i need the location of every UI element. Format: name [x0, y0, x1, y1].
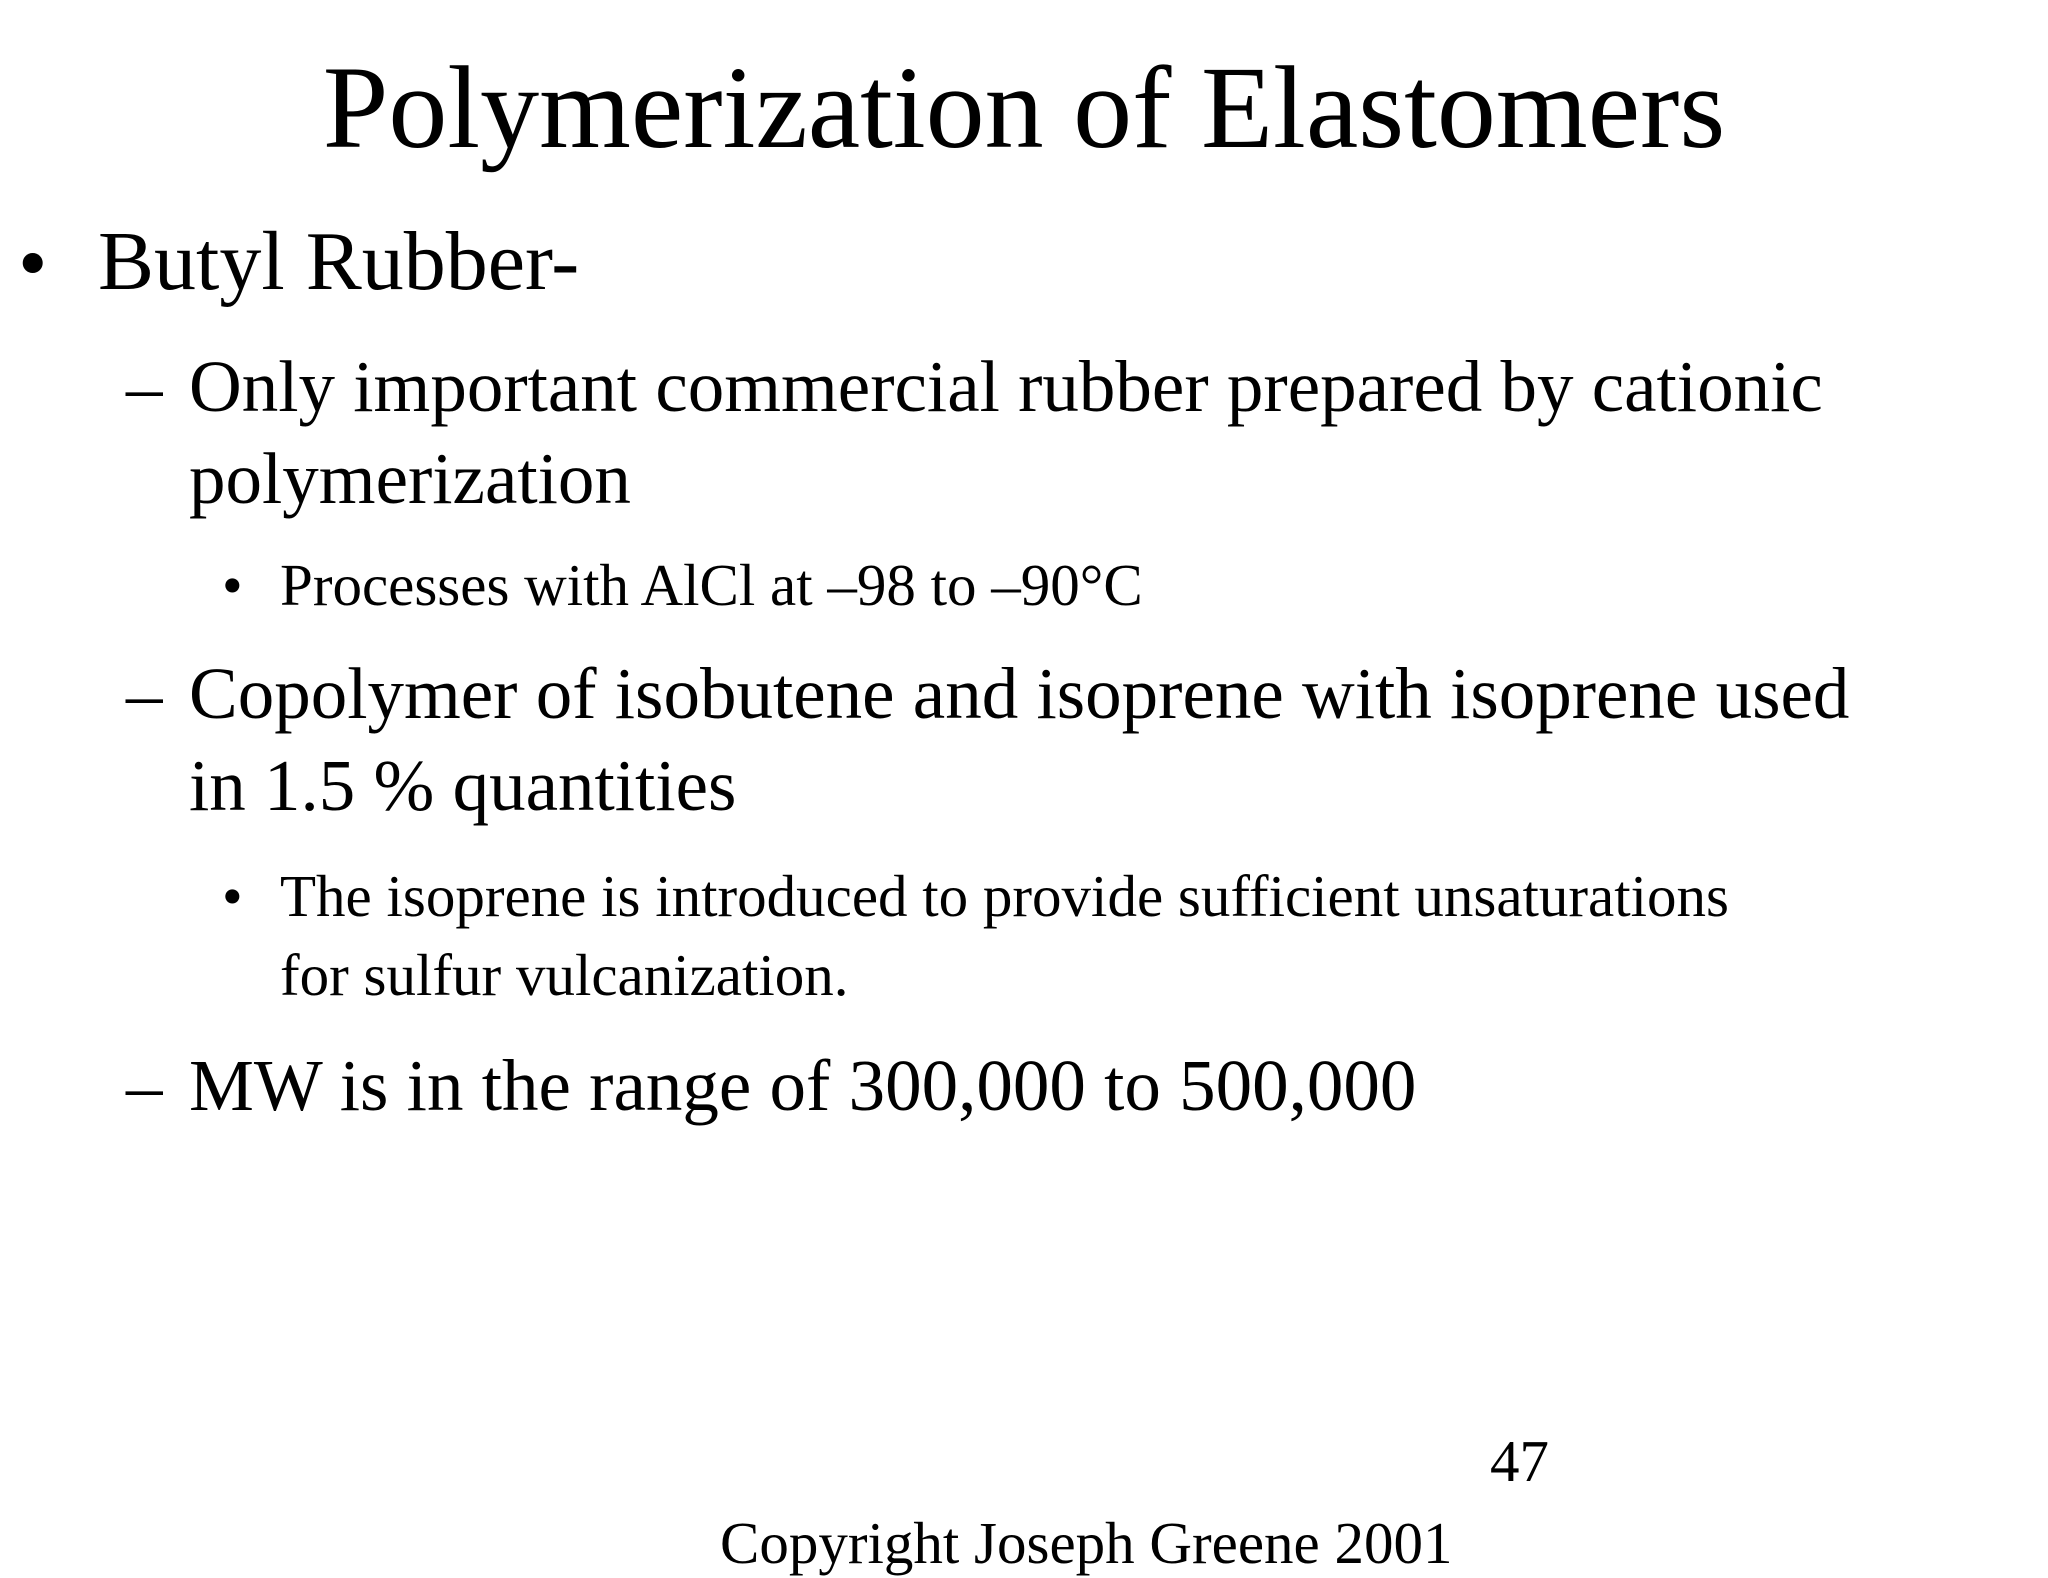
subitem-cationic-line-1: Only important commercial rubber prepared by cationic — [189, 346, 1823, 427]
page-number: 47 — [1490, 1428, 1549, 1494]
dash-marker: – — [126, 1045, 163, 1126]
subitem-copolymer-line-1: Copolymer of isobutene and isoprene with isoprene used — [189, 653, 1850, 734]
subsubitem-alcl-process: Processes with AlCl at –98 to –90°C — [280, 552, 1143, 618]
slide-title: Polymerization of Elastomers — [322, 42, 1726, 173]
subsubitem-isoprene-line-1: The isoprene is introduced to provide sufficient unsaturations — [280, 863, 1729, 929]
subitem-copolymer-line-2: in 1.5 % quantities — [189, 745, 737, 826]
dash-marker: – — [126, 653, 163, 734]
bullet-marker: • — [222, 552, 243, 618]
subitem-mw-range: MW is in the range of 300,000 to 500,000 — [189, 1045, 1417, 1126]
bullet-marker: • — [222, 863, 243, 929]
dash-marker: – — [126, 346, 163, 427]
bullet-butyl-rubber: Butyl Rubber- — [98, 215, 580, 308]
copyright-notice: Copyright Joseph Greene 2001 — [720, 1510, 1453, 1576]
subitem-cationic-line-2: polymerization — [189, 438, 631, 519]
subsubitem-isoprene-line-2: for sulfur vulcanization. — [280, 942, 849, 1008]
bullet-marker: • — [18, 217, 48, 310]
